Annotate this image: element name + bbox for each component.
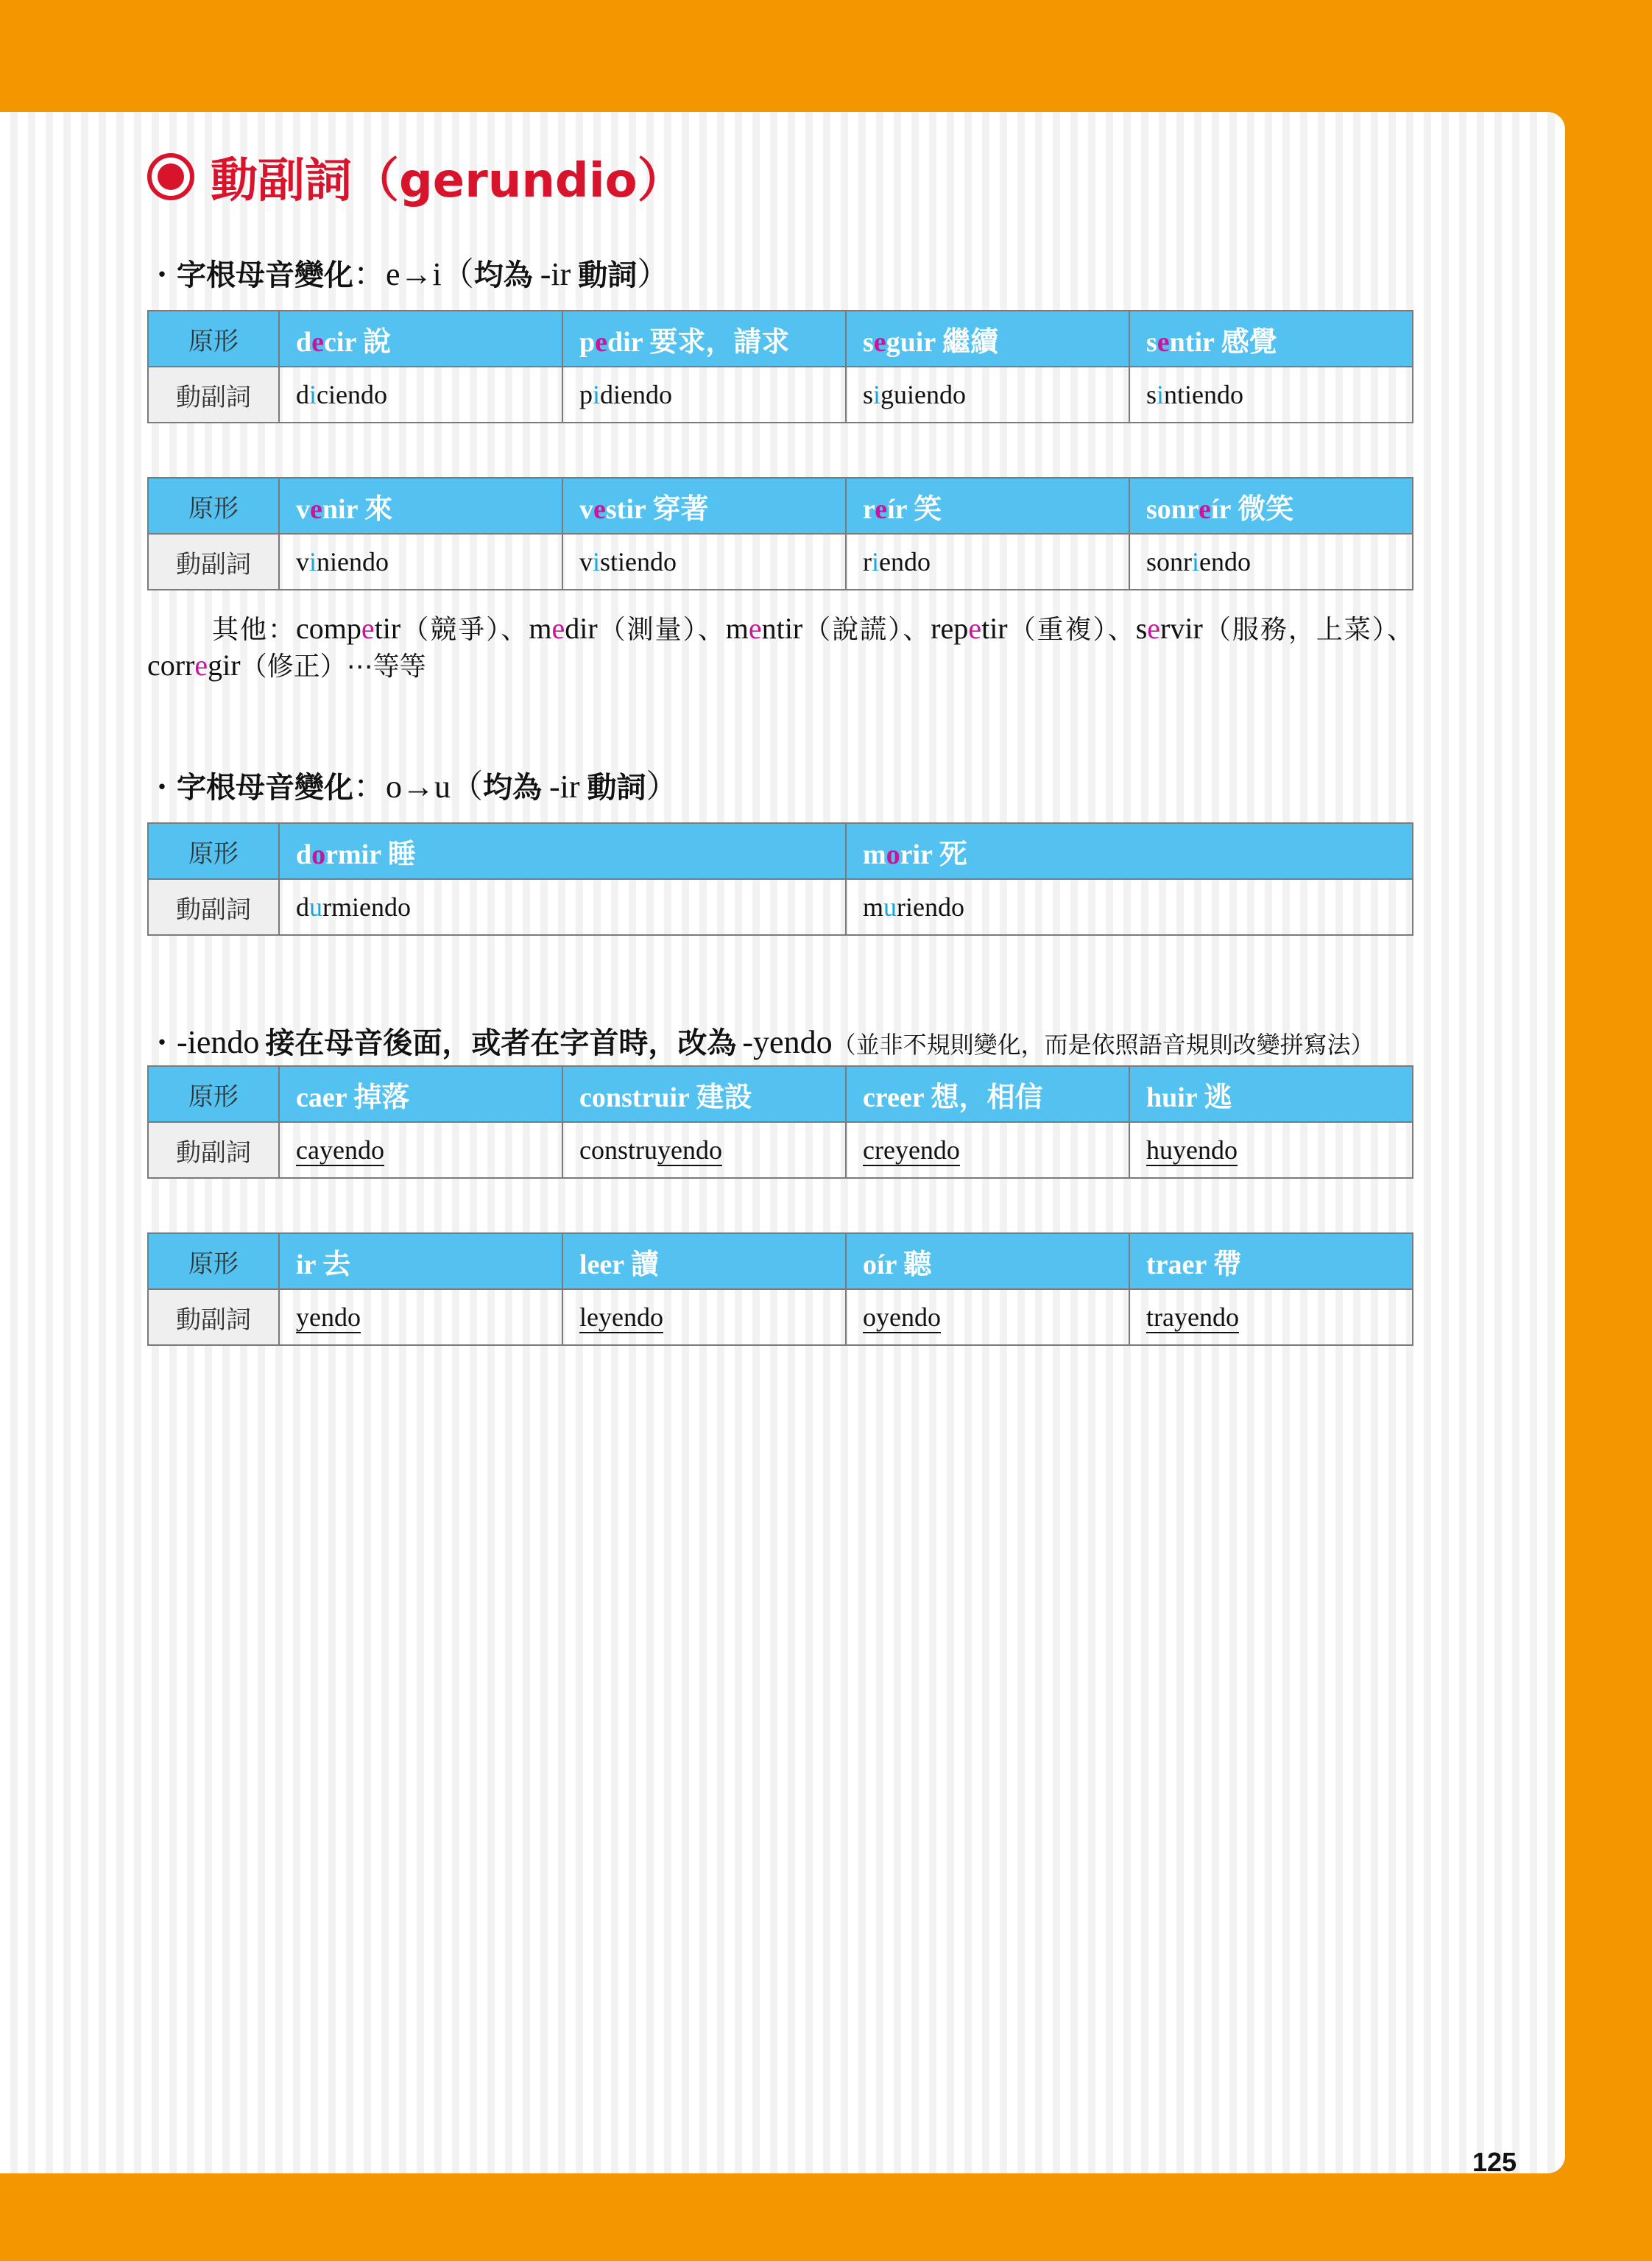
infinitive-cell: oír 聽 <box>846 1233 1129 1289</box>
table-yendo-2 <box>147 1232 1413 1346</box>
gerund-cell: yendo <box>279 1289 562 1345</box>
infinitive-cell: decir 說 <box>279 311 562 367</box>
gerund-cell: viniendo <box>279 534 562 590</box>
section-footnote: （並非不規則變化，而是依照語音規則改變拼寫法） <box>832 1031 1374 1059</box>
gerund-cell: trayendo <box>1129 1289 1413 1345</box>
gerund-cell: vistiendo <box>562 534 846 590</box>
other-verbs-note: 其他：competir（競爭）、medir（測量）、mentir（說謊）、repetir（重複）、servir（服務，上菜）、corregir（修正）⋯等等 <box>147 612 1413 682</box>
label-gerund: 動副詞 <box>148 367 279 423</box>
gerund-cell: muriendo <box>846 879 1413 935</box>
gerund-cell: creyendo <box>846 1122 1129 1178</box>
infinitive-cell: leer 讀 <box>562 1233 846 1289</box>
table-e-to-i-2 <box>147 477 1413 590</box>
table-e-to-i-1 <box>147 310 1413 423</box>
infinitive-cell: morir 死 <box>846 823 1413 879</box>
gerund-cell: cayendo <box>279 1122 562 1178</box>
table-header-row <box>148 1233 1413 1289</box>
gerund-cell: construyendo <box>562 1122 846 1178</box>
section-heading-o-to-u: ・ 字根母音變化 ：o→u（ 均為 -ir 動詞 ） <box>147 760 679 807</box>
infinitive-cell: vestir 穿著 <box>562 478 846 534</box>
label-infinitive: 原形 <box>148 1066 279 1122</box>
label-gerund: 動副詞 <box>148 1289 279 1345</box>
table-o-to-u <box>147 822 1413 936</box>
bullseye-icon <box>147 153 194 200</box>
infinitive-cell: pedir 要求，請求 <box>562 311 846 367</box>
page-number: 125 <box>1472 2147 1517 2177</box>
infinitive-cell: traer 帶 <box>1129 1233 1413 1289</box>
gerund-cell: sintiendo <box>1129 367 1413 423</box>
gerund-cell: sonriendo <box>1129 534 1413 590</box>
gerund-cell: siguiendo <box>846 367 1129 423</box>
gerund-cell: pidiendo <box>562 367 846 423</box>
gerund-cell: diciendo <box>279 367 562 423</box>
section-heading-e-to-i: ・ 字根母音變化 ：e→i（ 均為 -ir 動詞 ） <box>147 247 669 294</box>
table-header-row <box>148 311 1413 367</box>
gerund-cell: oyendo <box>846 1289 1129 1345</box>
label-infinitive: 原形 <box>148 311 279 367</box>
section-heading-label: 字根母音變化 <box>177 771 353 805</box>
infinitive-cell: seguir 繼續 <box>846 311 1129 367</box>
table-header-row <box>148 1066 1413 1122</box>
section-heading-yendo: ・ -iendo 接在母音後面，或者在字首時，改為 -yendo （並非不規則變化，而是依照語音規則改變拼寫法） <box>147 1024 1374 1060</box>
table-header-row <box>148 823 1413 879</box>
table-row <box>148 1122 1413 1178</box>
table-header-row <box>148 478 1413 534</box>
infinitive-cell: sentir 感覺 <box>1129 311 1413 367</box>
label-infinitive: 原形 <box>148 1233 279 1289</box>
table-row <box>148 367 1413 423</box>
label-infinitive: 原形 <box>148 823 279 879</box>
table-yendo-1 <box>147 1065 1413 1179</box>
gerund-cell: leyendo <box>562 1289 846 1345</box>
infinitive-cell: ir 去 <box>279 1233 562 1289</box>
label-gerund: 動副詞 <box>148 879 279 935</box>
infinitive-cell: creer 想，相信 <box>846 1066 1129 1122</box>
gerund-cell: riendo <box>846 534 1129 590</box>
table-row <box>148 534 1413 590</box>
infinitive-cell: huir 逃 <box>1129 1066 1413 1122</box>
table-row <box>148 1289 1413 1345</box>
section-heading-label: 字根母音變化 <box>177 258 353 292</box>
label-infinitive: 原形 <box>148 478 279 534</box>
gerund-cell: durmiendo <box>279 879 846 935</box>
infinitive-cell: construir 建設 <box>562 1066 846 1122</box>
gerund-cell: huyendo <box>1129 1122 1413 1178</box>
infinitive-cell: dormir 睡 <box>279 823 846 879</box>
table-row <box>148 879 1413 935</box>
page-title <box>147 147 685 206</box>
infinitive-cell: sonreír 微笑 <box>1129 478 1413 534</box>
infinitive-cell: reír 笑 <box>846 478 1129 534</box>
title-text: 動副詞（gerundio） <box>211 154 685 208</box>
label-gerund: 動副詞 <box>148 534 279 590</box>
label-gerund: 動副詞 <box>148 1122 279 1178</box>
infinitive-cell: venir 來 <box>279 478 562 534</box>
infinitive-cell: caer 掉落 <box>279 1066 562 1122</box>
